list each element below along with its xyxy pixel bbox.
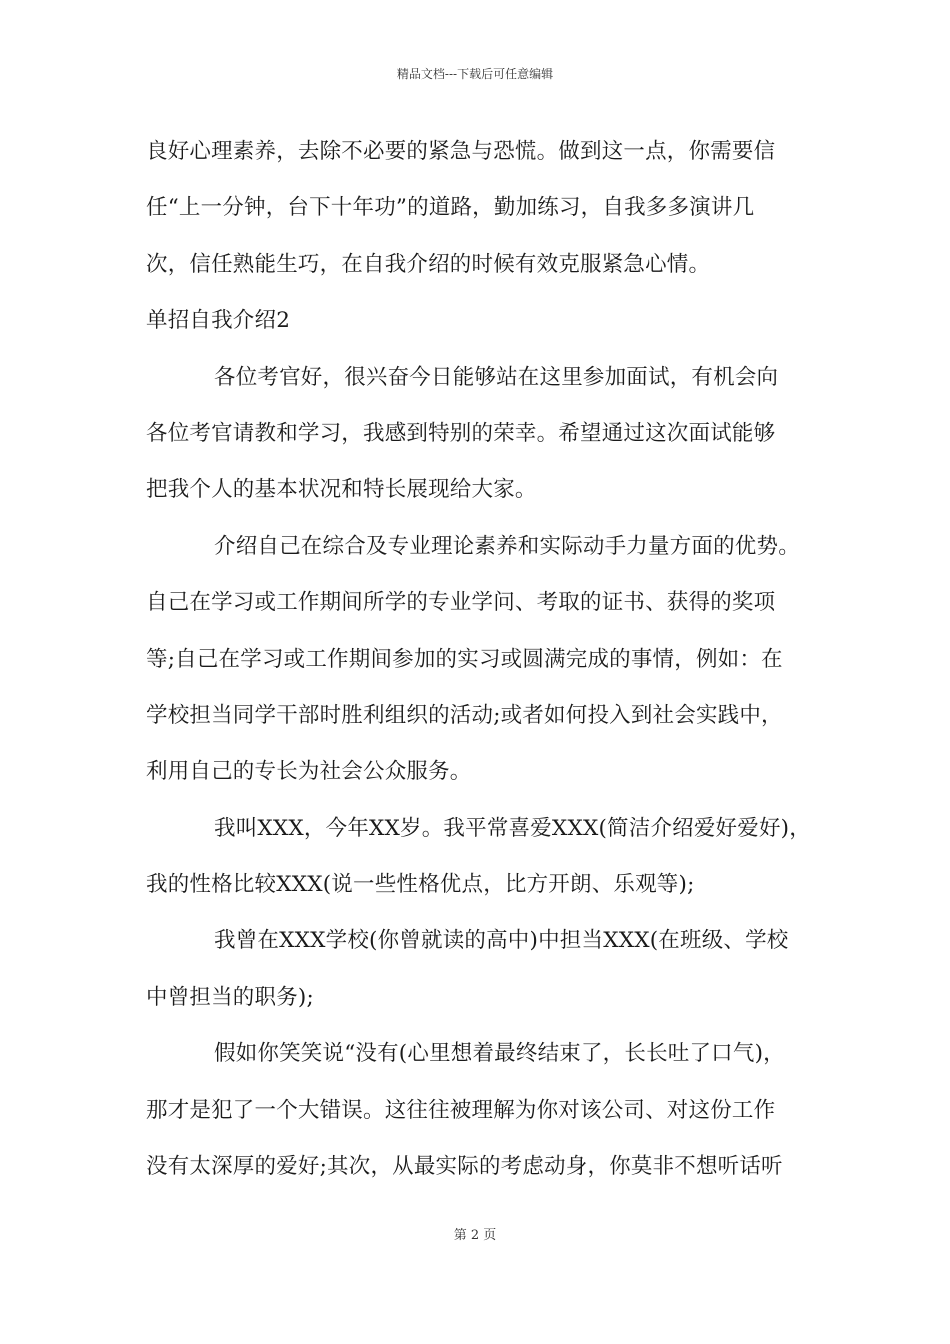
text-line: 等;自己在学习或工作期间参加的实习或圆满完成的事情，例如：在	[146, 646, 783, 672]
paragraph-start: 我曾在XXX学校(你曾就读的高中)中担当XXX(在班级、学校	[214, 928, 789, 954]
text-line: 各位考官请教和学习，我感到特别的荣幸。希望通过这次面试能够	[146, 420, 776, 446]
text-line: 把我个人的基本状况和特长展现给大家。	[146, 477, 537, 503]
text-line: 自己在学习或工作期间所学的专业学问、考取的证书、获得的奖项	[146, 590, 776, 616]
page-number: 第 2 页	[453, 1228, 497, 1243]
paragraph-start: 各位考官好，很兴奋今日能够站在这里参加面试，有机会向	[214, 364, 779, 390]
text-line: 学校担当同学干部时胜利组织的活动;或者如何投入到社会实践中，	[146, 702, 783, 728]
text-line: 次，信任熟能生巧，在自我介绍的时候有效克服紧急心情。	[146, 251, 711, 277]
paragraph-start: 假如你笑笑说“没有(心里想着最终结束了，长长吐了口气)，	[214, 1041, 785, 1067]
text-line: 那才是犯了一个大错误。这往往被理解为你对该公司、对这份工作	[146, 1097, 776, 1123]
document-body	[146, 130, 826, 1201]
paragraph-start: 我叫XXX，今年XX岁。我平常喜爱XXX(简洁介绍爱好爱好)，	[214, 815, 811, 841]
page-header: 精品文档---下载后可任意编辑	[396, 67, 554, 81]
text-line: 任“上一分钟，台下十年功”的道路，勤加练习，自我多多演讲几	[146, 195, 755, 221]
text-line: 利用自己的专长为社会公众服务。	[146, 759, 472, 785]
paragraph-start: 介绍自己在综合及专业理论素养和实际动手力量方面的优势。	[214, 533, 800, 559]
text-line: 没有太深厚的爱好;其次，从最实际的考虑动身，你莫非不想听话听	[146, 1154, 783, 1180]
text-line: 我的性格比较XXX(说一些性格优点，比方开朗、乐观等);	[146, 872, 695, 898]
text-line: 中曾担当的职务);	[146, 984, 314, 1010]
text-line: 良好心理素养，去除不必要的紧急与恐慌。做到这一点，你需要信	[146, 139, 776, 164]
section-heading: 单招自我介绍2	[146, 308, 291, 334]
